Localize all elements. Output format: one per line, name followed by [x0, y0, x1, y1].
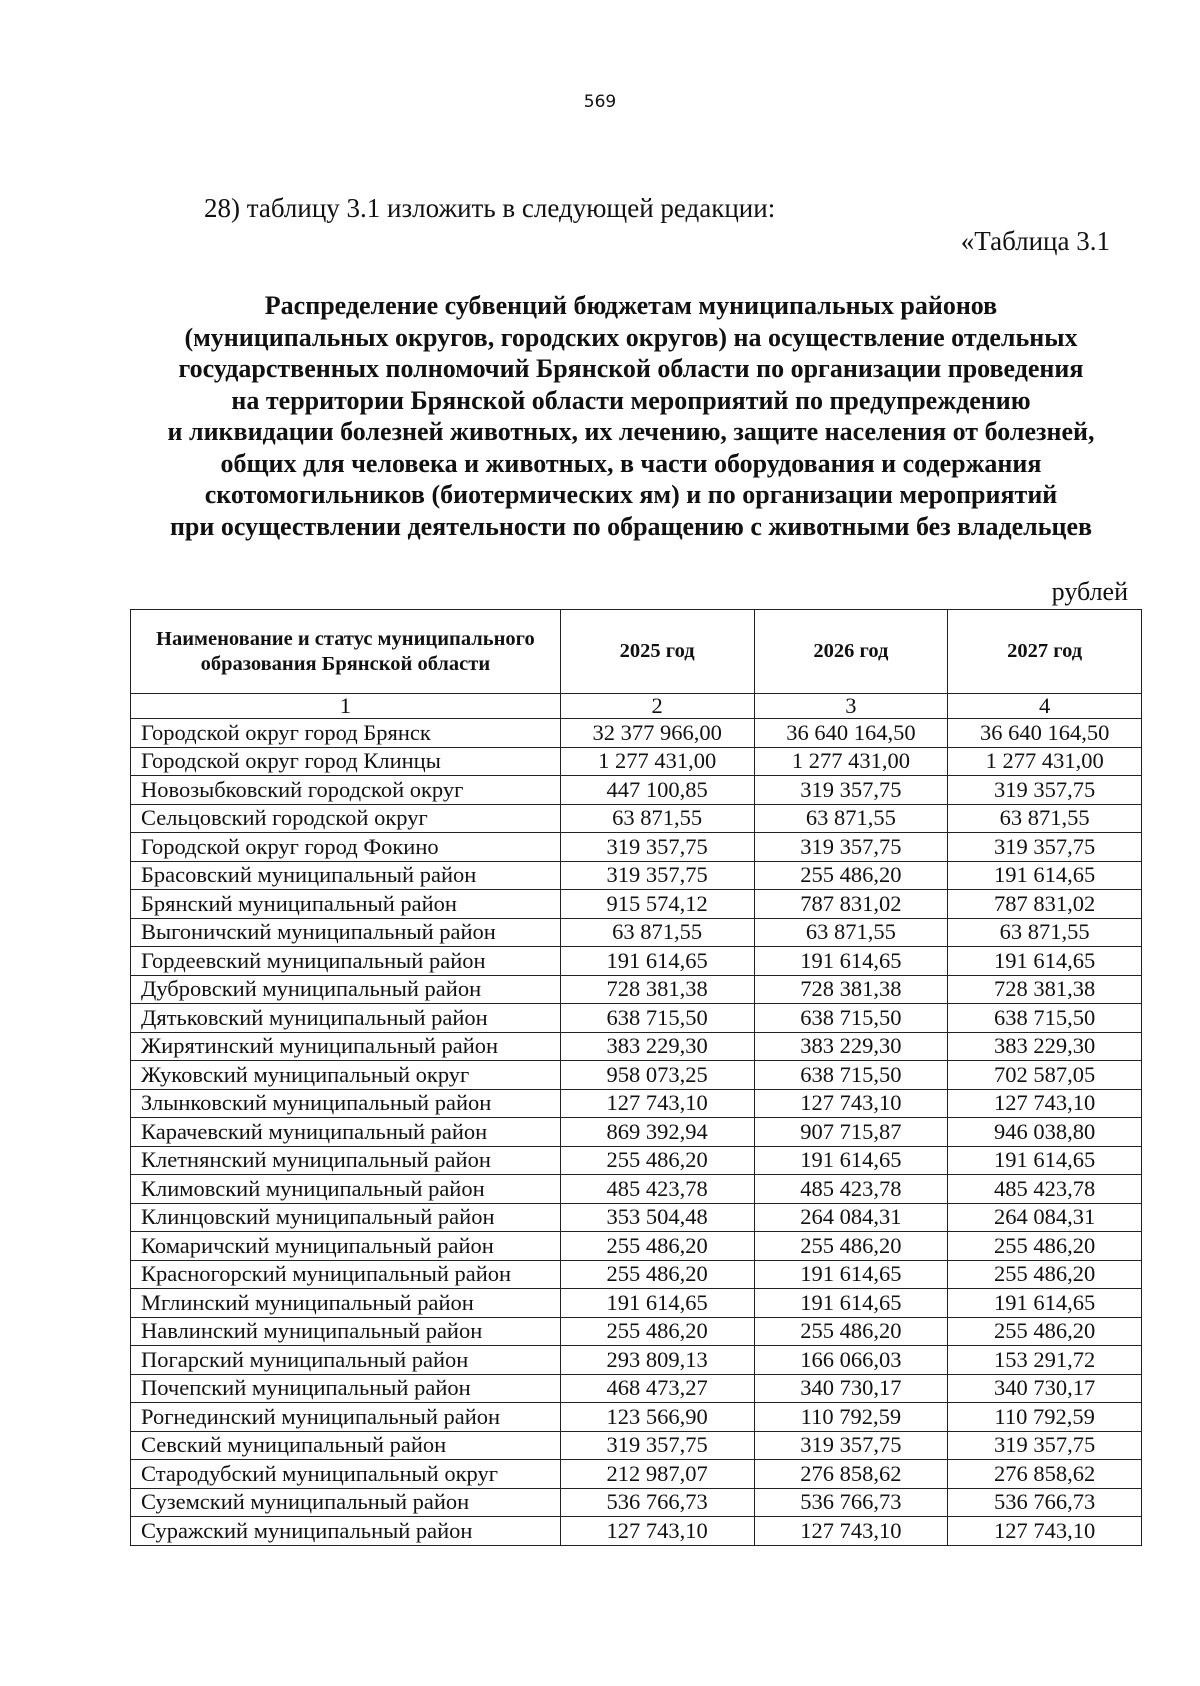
table-row [131, 890, 1142, 919]
header-municipality: Наименование и статус муниципального образования Брянской области [131, 610, 561, 694]
amount-2026: 319 357,75 [754, 1431, 948, 1460]
table-body [131, 694, 1142, 1546]
amount-2025: 383 229,30 [560, 1032, 754, 1061]
amount-2027: 728 381,38 [948, 975, 1142, 1004]
amount-2026: 127 743,10 [754, 1089, 948, 1118]
document-title [120, 290, 1142, 542]
header-2027: 2027 год [948, 610, 1142, 694]
title-line: общих для человека и животных, в части оборудования и содержания [220, 448, 1042, 478]
amount-2026: 340 730,17 [754, 1374, 948, 1403]
amount-2027: 264 084,31 [948, 1203, 1142, 1232]
amount-2025: 123 566,90 [560, 1403, 754, 1432]
table-row [131, 833, 1142, 862]
table-row [131, 776, 1142, 805]
amount-2026: 191 614,65 [754, 1289, 948, 1318]
table-row [131, 1346, 1142, 1375]
amount-2025: 63 871,55 [560, 804, 754, 833]
amount-2026: 127 743,10 [754, 1517, 948, 1546]
amount-2026: 255 486,20 [754, 1317, 948, 1346]
municipality-name: Брянский муниципальный район [131, 890, 561, 919]
amount-2026: 264 084,31 [754, 1203, 948, 1232]
amount-2026: 110 792,59 [754, 1403, 948, 1432]
header-2026: 2026 год [754, 610, 948, 694]
amount-2027: 191 614,65 [948, 861, 1142, 890]
amount-2027: 702 587,05 [948, 1061, 1142, 1090]
municipality-name: Городской округ город Фокино [131, 833, 561, 862]
municipality-name: Суражский муниципальный район [131, 1517, 561, 1546]
amount-2026: 485 423,78 [754, 1175, 948, 1204]
amount-2025: 468 473,27 [560, 1374, 754, 1403]
column-number: 2 [560, 694, 754, 719]
amount-2027: 255 486,20 [948, 1232, 1142, 1261]
table-row [131, 1175, 1142, 1204]
municipality-name: Дятьковский муниципальный район [131, 1004, 561, 1033]
amount-2027: 946 038,80 [948, 1118, 1142, 1147]
table-row [131, 1488, 1142, 1517]
amount-2026: 255 486,20 [754, 1232, 948, 1261]
table-row [131, 861, 1142, 890]
title-line: Распределение субвенций бюджетам муниципальных районов [264, 291, 998, 320]
subventions-table [130, 609, 1142, 1546]
table-row [131, 747, 1142, 776]
amount-2026: 276 858,62 [754, 1460, 948, 1489]
amount-2027: 63 871,55 [948, 918, 1142, 947]
amount-2027: 153 291,72 [948, 1346, 1142, 1375]
table-header-row [131, 610, 1142, 694]
municipality-name: Красногорский муниципальный район [131, 1260, 561, 1289]
column-number: 4 [948, 694, 1142, 719]
column-number: 3 [754, 694, 948, 719]
table-row [131, 975, 1142, 1004]
municipality-name: Городской округ город Брянск [131, 719, 561, 748]
amount-2025: 255 486,20 [560, 1317, 754, 1346]
amount-2027: 127 743,10 [948, 1089, 1142, 1118]
amount-2027: 638 715,50 [948, 1004, 1142, 1033]
amount-2026: 728 381,38 [754, 975, 948, 1004]
amount-2027: 319 357,75 [948, 776, 1142, 805]
amount-2027: 340 730,17 [948, 1374, 1142, 1403]
amount-2025: 353 504,48 [560, 1203, 754, 1232]
title-line: (муниципальных округов, городских округов) на осуществление отдельных [184, 322, 1078, 352]
table-row [131, 1146, 1142, 1175]
amount-2027: 485 423,78 [948, 1175, 1142, 1204]
municipality-name: Климовский муниципальный район [131, 1175, 561, 1204]
municipality-name: Севский муниципальный район [131, 1431, 561, 1460]
amount-2025: 255 486,20 [560, 1260, 754, 1289]
table-row [131, 1118, 1142, 1147]
municipality-name: Рогнединский муниципальный район [131, 1403, 561, 1432]
amount-2027: 191 614,65 [948, 947, 1142, 976]
municipality-name: Выгоничский муниципальный район [131, 918, 561, 947]
table-row [131, 1203, 1142, 1232]
municipality-name: Новозыбковский городской округ [131, 776, 561, 805]
amount-2026: 536 766,73 [754, 1488, 948, 1517]
municipality-name: Навлинский муниципальный район [131, 1317, 561, 1346]
amount-2027: 255 486,20 [948, 1317, 1142, 1346]
title-line: скотомогильников (биотермических ям) и по организации мероприятий [204, 480, 1058, 509]
amount-2027: 1 277 431,00 [948, 747, 1142, 776]
amount-2027: 319 357,75 [948, 833, 1142, 862]
table-row [131, 1317, 1142, 1346]
amount-2027: 255 486,20 [948, 1260, 1142, 1289]
amount-2025: 728 381,38 [560, 975, 754, 1004]
amount-2025: 127 743,10 [560, 1089, 754, 1118]
amount-2026: 191 614,65 [754, 1260, 948, 1289]
amount-2026: 907 715,87 [754, 1118, 948, 1147]
amount-2026: 319 357,75 [754, 776, 948, 805]
amount-2027: 63 871,55 [948, 804, 1142, 833]
amount-2025: 293 809,13 [560, 1346, 754, 1375]
amount-2026: 36 640 164,50 [754, 719, 948, 748]
municipality-name: Суземский муниципальный район [131, 1488, 561, 1517]
amount-2026: 638 715,50 [754, 1061, 948, 1090]
amount-2027: 127 743,10 [948, 1517, 1142, 1546]
table-row [131, 1460, 1142, 1489]
amount-2026: 191 614,65 [754, 1146, 948, 1175]
amount-2025: 191 614,65 [560, 947, 754, 976]
table-row [131, 1232, 1142, 1261]
amount-2025: 255 486,20 [560, 1146, 754, 1175]
amount-2027: 536 766,73 [948, 1488, 1142, 1517]
amount-2027: 276 858,62 [948, 1460, 1142, 1489]
amount-2025: 485 423,78 [560, 1175, 754, 1204]
table-row [131, 719, 1142, 748]
amount-2026: 191 614,65 [754, 947, 948, 976]
amount-2026: 255 486,20 [754, 861, 948, 890]
amount-2025: 958 073,25 [560, 1061, 754, 1090]
amount-2026: 319 357,75 [754, 833, 948, 862]
amount-2026: 638 715,50 [754, 1004, 948, 1033]
amount-2027: 191 614,65 [948, 1289, 1142, 1318]
municipality-name: Городской округ город Клинцы [131, 747, 561, 776]
municipality-name: Злынковский муниципальный район [131, 1089, 561, 1118]
amount-2025: 212 987,07 [560, 1460, 754, 1489]
municipality-name: Жуковский муниципальный округ [131, 1061, 561, 1090]
municipality-name: Почепский муниципальный район [131, 1374, 561, 1403]
table-row [131, 1032, 1142, 1061]
title-line: государственных полномочий Брянской области по организации проведения [178, 354, 1084, 383]
amount-2027: 36 640 164,50 [948, 719, 1142, 748]
amount-2025: 63 871,55 [560, 918, 754, 947]
amount-2027: 110 792,59 [948, 1403, 1142, 1432]
title-line: и ликвидации болезней животных, их лечению, защите населения от болезней, [167, 417, 1095, 446]
table-row [131, 1004, 1142, 1033]
amount-2025: 1 277 431,00 [560, 747, 754, 776]
table-row [131, 1061, 1142, 1090]
amendment-intro: 28) таблицу 3.1 изложить в следующей редакции: [204, 193, 776, 223]
amount-2025: 536 766,73 [560, 1488, 754, 1517]
amount-2025: 915 574,12 [560, 890, 754, 919]
table-row [131, 1374, 1142, 1403]
units-label: рублей [1051, 577, 1128, 606]
page-number: 569 [583, 92, 617, 112]
amount-2025: 447 100,85 [560, 776, 754, 805]
amount-2025: 319 357,75 [560, 861, 754, 890]
municipality-name: Мглинский муниципальный район [131, 1289, 561, 1318]
table-row [131, 1089, 1142, 1118]
amount-2027: 787 831,02 [948, 890, 1142, 919]
table-row [131, 1289, 1142, 1318]
amount-2027: 191 614,65 [948, 1146, 1142, 1175]
amount-2025: 319 357,75 [560, 1431, 754, 1460]
title-line: на территории Брянской области мероприятий по предупреждению [231, 385, 1031, 415]
table-row [131, 804, 1142, 833]
table-row [131, 918, 1142, 947]
table-row [131, 1260, 1142, 1289]
municipality-name: Клетнянский муниципальный район [131, 1146, 561, 1175]
table-row [131, 1403, 1142, 1432]
amount-2026: 383 229,30 [754, 1032, 948, 1061]
amount-2025: 255 486,20 [560, 1232, 754, 1261]
table-row [131, 1517, 1142, 1546]
amount-2026: 166 066,03 [754, 1346, 948, 1375]
municipality-name: Клинцовский муниципальный район [131, 1203, 561, 1232]
municipality-name: Сельцовский городской округ [131, 804, 561, 833]
amount-2026: 1 277 431,00 [754, 747, 948, 776]
column-numbers-row [131, 694, 1142, 719]
municipality-name: Комаричский муниципальный район [131, 1232, 561, 1261]
amount-2025: 127 743,10 [560, 1517, 754, 1546]
table-reference: «Таблица 3.1 [960, 226, 1110, 256]
amount-2026: 63 871,55 [754, 804, 948, 833]
municipality-name: Карачевский муниципальный район [131, 1118, 561, 1147]
amount-2025: 869 392,94 [560, 1118, 754, 1147]
amount-2027: 319 357,75 [948, 1431, 1142, 1460]
municipality-name: Стародубский муниципальный округ [131, 1460, 561, 1489]
header-2025: 2025 год [560, 610, 754, 694]
title-line: при осуществлении деятельности по обращению с животными без владельцев [169, 511, 1093, 541]
column-number: 1 [131, 694, 561, 719]
amount-2025: 191 614,65 [560, 1289, 754, 1318]
amount-2027: 383 229,30 [948, 1032, 1142, 1061]
municipality-name: Погарский муниципальный район [131, 1346, 561, 1375]
amount-2025: 32 377 966,00 [560, 719, 754, 748]
municipality-name: Брасовский муниципальный район [131, 861, 561, 890]
amount-2025: 638 715,50 [560, 1004, 754, 1033]
municipality-name: Жирятинский муниципальный район [131, 1032, 561, 1061]
table-row [131, 947, 1142, 976]
municipality-name: Гордеевский муниципальный район [131, 947, 561, 976]
amount-2025: 319 357,75 [560, 833, 754, 862]
municipality-name: Дубровский муниципальный район [131, 975, 561, 1004]
table-row [131, 1431, 1142, 1460]
amount-2026: 63 871,55 [754, 918, 948, 947]
amount-2026: 787 831,02 [754, 890, 948, 919]
